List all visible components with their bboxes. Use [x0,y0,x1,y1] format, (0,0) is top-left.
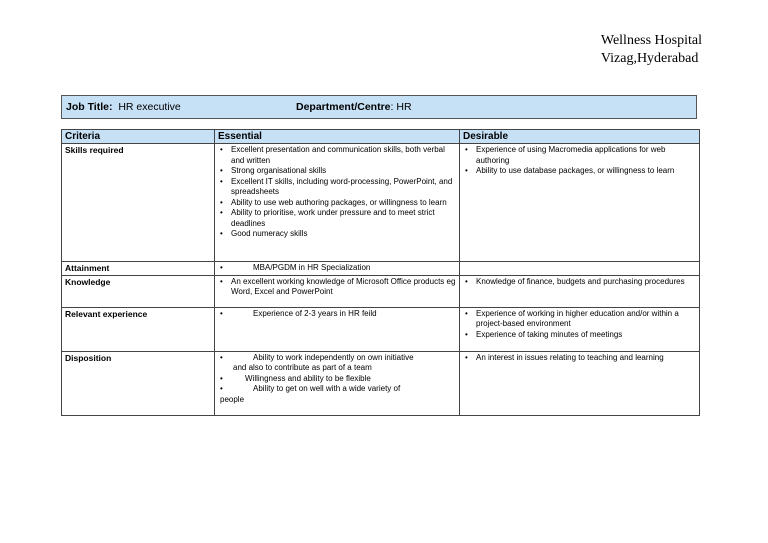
table-header-row [62,130,700,144]
list-item: • Excellent presentation and communication skills, both verbal and written [231,145,456,166]
essential-cell [215,275,460,307]
table-row [62,307,700,351]
criteria-cell: Disposition [62,351,215,415]
list-item: • Ability to use database packages, or willingness to learn [476,166,696,177]
criteria-cell: Attainment [62,262,215,276]
column-header-essential: Essential [215,130,460,144]
table-row [62,262,700,276]
person-specification-table [61,129,700,416]
job-title [66,101,181,113]
department-value: : HR [390,101,412,113]
organization-location: Vizag,Hyderabad [600,51,699,66]
desirable-cell [460,144,700,262]
essential-cell [215,307,460,351]
list-item: • Experience of using Macromedia applications for web authoring [476,145,696,166]
list-item-continuation: people [220,394,245,404]
organization-name: Wellness Hospital [600,33,702,48]
essential-cell [215,351,460,415]
essential-cell [215,144,460,262]
job-title-bar [61,95,697,119]
department-label: Department/Centre [296,101,391,113]
job-title-value: HR executive [118,101,181,113]
list-item: • Ability to use web authoring packages, or willingness to learn [231,198,456,209]
criteria-cell: Relevant experience [62,307,215,351]
column-header-criteria: Criteria [62,130,215,144]
list-item: • Knowledge of finance, budgets and purchasing procedures [476,277,696,288]
desirable-cell [460,307,700,351]
table-row [62,351,700,415]
desirable-cell [460,351,700,415]
list-item: • Ability to prioritise, work under pressure and to meet strict deadlines [231,208,456,229]
table-row [62,275,700,307]
document-header [601,32,702,68]
list-item: • MBA/PGDM in HR Specialization [231,263,456,274]
table-row [62,144,700,262]
list-item: • Excellent IT skills, including word-processing, PowerPoint, and spreadsheets [231,177,456,198]
column-header-desirable: Desirable [460,130,700,144]
job-title-label: Job Title: [66,101,113,113]
criteria-cell: Knowledge [62,275,215,307]
list-item: • An excellent working knowledge of Microsoft Office products eg Word, Excel and PowerPoint [231,277,456,298]
department [296,101,412,113]
list-item: • Good numeracy skills [231,229,456,240]
criteria-cell: Skills required [62,144,215,262]
list-item: • Ability to work independently on own initiative [231,353,456,364]
desirable-cell [460,262,700,276]
desirable-cell [460,275,700,307]
list-item: • Strong organisational skills [231,166,456,177]
list-item: • Experience of taking minutes of meetings [476,330,696,341]
list-item-continuation: and also to contribute as part of a team [233,363,372,372]
list-item: • Experience of working in higher education and/or within a project-based environment [476,309,696,330]
list-item: • Willingness and ability to be flexible [231,374,456,385]
essential-cell [215,262,460,276]
list-item: • An interest in issues relating to teaching and learning [476,353,696,364]
list-item: • Ability to get on well with a wide variety of [231,384,456,395]
list-item: • Experience of 2-3 years in HR feild [231,309,456,320]
